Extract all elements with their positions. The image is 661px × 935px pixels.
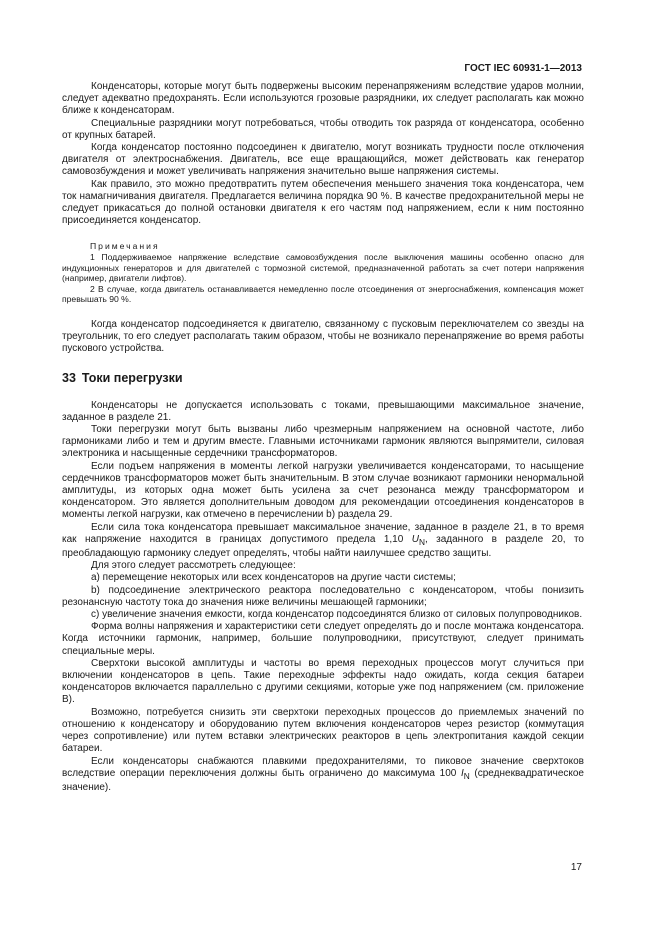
paragraph: Как правило, это можно предотвратить путем обеспечения меньшего значения тока конденсатора, чем ток намагничивания двигателя. Предлагается величина порядка 90 %. В качестве предохранительной меры не следует прикасаться до полной остановки двигателя к его частям под напряжением, если к ним постоянно присоединяется конденсатор.: [62, 178, 584, 227]
subscript-n: N: [418, 536, 425, 547]
paragraph: Если подъем напряжения в моменты легкой нагрузки увеличивается конденсаторами, то насыщение сердечников трансформаторов может быть значительным. В этом случае возникают гармоники ненормальной амплитуды, из которых одна может быть усилена за счет резонанса между трансформатором и конденсатором. Это является дополнительным доводом для рекомендации отсоединения конденсаторов в моменты легкой нагрузки, как отмечено в перечислении b) раздела 29.: [62, 460, 584, 521]
section-title: Токи перегрузки: [81, 370, 183, 385]
paragraph: Если сила тока конденсатора превышает максимальное значение, заданное в разделе 21, в то время как напряжение находится в границах допустимого предела 1,10 $U_N$, заданного в разделе 20, то преобладающую гармонику следует определять, чтобы найти наилучшее средство защиты.: [62, 521, 584, 560]
document-body: [62, 81, 584, 794]
note-item: 1 Поддерживаемое напряжение вследствие самовозбуждения после выключения машины особенно опасно для индукционных генераторов и для двигателей с тормозной системой, предназначенной работать за счет потери напряжения (например, двигатели лифтов).: [62, 252, 584, 284]
paragraph: Специальные разрядники могут потребоваться, чтобы отводить ток разряда от конденсатора, особенно от крупных батарей.: [62, 117, 584, 141]
page-number: 17: [570, 862, 582, 873]
section-heading: [62, 370, 584, 386]
note-item: 2 В случае, когда двигатель останавливается немедленно после отсоединения от энергоснабжения, компенсация может превышать 90 %.: [62, 283, 584, 305]
notes-title: Примечания: [90, 241, 160, 252]
paragraph: Токи перегрузки могут быть вызваны либо чрезмерным напряжением на основной частоте, либо гармониками либо и тем и другим вместе. Главными источниками гармоник являются выпрямители, силовая электроника и насыщенные сердечники трансформаторов.: [62, 424, 584, 460]
list-item: c) увеличение значения емкости, когда конденсатор подсоединятся близко от силовых полупроводников.: [91, 609, 583, 621]
paragraph: Если конденсаторы снабжаются плавкими предохранителями, то пиковое значение сверхтоков вследствие операции переключения должны быть ограничено до максимума 100 $I_N$ (среднеквадратическое значение).: [62, 755, 584, 793]
paragraph: Возможно, потребуется снизить эти сверхтоки переходных процессов до приемлемых значений по отношению к конденсатору и оборудованию путем включения конденсаторов через резистор (коммутация через сопротивление) или путем вставки электрических реакторов в цепь электропитания каждой секции батареи.: [62, 706, 584, 755]
paragraph: Сверхтоки высокой амплитуды и частоты во время переходных процессов могут случиться при включении конденсаторов в цепь. Такие переходные эффекты надо ожидать, когда секция батареи конденсаторов включается параллельно с другими секциями, которые уже под напряжением (см. приложение В).: [62, 657, 584, 706]
paragraph: Когда конденсатор постоянно подсоединен к двигателю, могут возникать трудности после отключения двигателя от электроснабжения. Двигатель, все еще вращающийся, может действовать как генератор самовозбуждения и может увеличивать напряжения значительно выше напряжения системы.: [62, 142, 584, 178]
section-number: 33: [62, 370, 76, 385]
subscript-n: N: [463, 770, 470, 781]
notes-block: [62, 241, 584, 305]
list-item: b) подсоединение электрического реактора последовательно с конденсатором, чтобы понизить резонансную частоту тока до значения ниже величины мешающей гармоники;: [62, 584, 584, 608]
document-header: ГОСТ IEC 60931-1—2013: [464, 63, 582, 74]
paragraph: Конденсаторы не допускается использовать с токами, превышающими максимальное значение, заданное в разделе 21.: [62, 399, 584, 423]
symbol-i: I: [460, 767, 464, 779]
paragraph: Форма волны напряжения и характеристики сети следует определять до и после монтажа конденсатора. Когда источники гармоник, например, большие полупроводники, присутствуют, следует принимать специальные меры.: [62, 621, 584, 657]
symbol-u: U: [411, 533, 419, 545]
paragraph: Конденсаторы, которые могут быть подвержены высоким перенапряжениям вследствие ударов молнии, следует адекватно предохранять. Если используются грозовые разрядники, их следует располагать как можно ближе к конденсаторам.: [62, 81, 584, 117]
list-item: a) перемещение некоторых или всех конденсаторов на другие части системы;: [91, 572, 456, 584]
paragraph: Когда конденсатор подсоединяется к двигателю, связанному с пусковым переключателем со звезды на треугольник, то его следует располагать таким образом, чтобы не возникало перенапряжение во время работы пускового устройства.: [62, 319, 584, 355]
paragraph: Для этого следует рассмотреть следующее:: [91, 560, 296, 572]
